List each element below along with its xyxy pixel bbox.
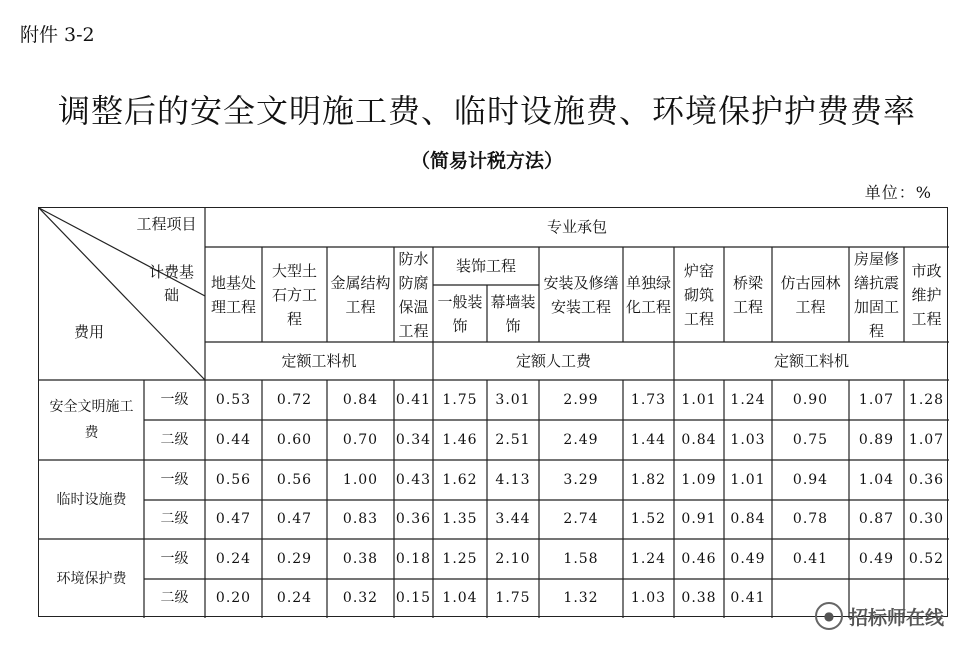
rate-value: 1.58 — [563, 550, 599, 567]
rate-value: 4.13 — [495, 471, 531, 488]
fee-label: 临时设施费 — [56, 491, 127, 508]
rate-value: 1.25 — [442, 550, 478, 567]
rate-value: 0.41 — [792, 550, 829, 567]
rate-value: 0.52 — [908, 550, 945, 567]
fee-label: 安全文明施工费 — [49, 399, 134, 441]
rate-value: 0.90 — [792, 391, 829, 408]
watermark-text: 招标师在线 — [848, 606, 944, 629]
fee-label: 环境保护费 — [56, 570, 127, 587]
rate-value: 0.24 — [215, 550, 252, 567]
column-header: 地基处理工程 — [210, 273, 256, 316]
rate-value: 0.75 — [792, 431, 829, 448]
rate-value: 1.24 — [630, 550, 667, 567]
column-header: 桥梁工程 — [732, 273, 763, 316]
rate-value: 2.51 — [495, 431, 531, 448]
rate-value: 0.36 — [908, 471, 945, 488]
column-header: 幕墙装饰 — [490, 292, 536, 335]
rate-value: 0.34 — [395, 431, 432, 448]
rate-value: 3.44 — [495, 511, 531, 527]
header-decoration-group: 装饰工程 — [455, 256, 516, 275]
rate-value: 0.36 — [395, 511, 432, 527]
level-label: 一级 — [160, 471, 189, 488]
rate-value: 3.01 — [495, 391, 531, 408]
rate-value: 1.73 — [630, 391, 667, 408]
rate-value: 0.91 — [681, 511, 717, 527]
rate-value: 0.38 — [681, 590, 717, 606]
rate-value: 0.49 — [858, 550, 895, 567]
header-item-label: 工程项目 — [136, 214, 197, 233]
page-title: 调整后的安全文明施工费、临时设施费、环境保护护费费率 — [57, 92, 916, 130]
rate-value: 0.83 — [342, 511, 379, 527]
rate-value: 1.07 — [858, 391, 895, 408]
rate-value: 0.84 — [342, 391, 379, 408]
rate-value: 1.75 — [495, 590, 531, 606]
rate-value: 0.20 — [215, 590, 252, 606]
rate-value: 0.56 — [215, 471, 252, 488]
rate-value: 1.62 — [442, 471, 478, 488]
rate-value: 0.49 — [730, 550, 766, 567]
level-label: 二级 — [160, 590, 189, 606]
rate-value: 1.46 — [442, 431, 478, 448]
rate-value: 1.44 — [630, 431, 667, 448]
rate-value: 0.84 — [730, 511, 766, 527]
rate-value: 0.30 — [908, 511, 945, 527]
watermark — [815, 602, 944, 630]
base-label: 定额工料机 — [773, 351, 849, 370]
rate-value: 0.56 — [276, 471, 313, 488]
rate-value: 2.74 — [563, 511, 599, 527]
rate-value: 1.28 — [908, 391, 945, 408]
rate-value: 1.01 — [681, 391, 717, 408]
rate-value: 1.35 — [442, 511, 478, 527]
header-fee-label: 费用 — [73, 322, 104, 341]
header-group: 专业承包 — [546, 218, 607, 236]
header-base-label: 计费基础 — [148, 263, 194, 304]
rate-value: 0.24 — [276, 590, 313, 606]
rate-value: 0.60 — [276, 431, 313, 448]
rate-value: 1.00 — [342, 471, 379, 488]
column-header: 安装及修缮安装工程 — [543, 273, 619, 316]
rate-value: 1.03 — [630, 590, 667, 606]
base-label: 定额工料机 — [281, 351, 357, 370]
column-header: 一般装饰 — [437, 292, 483, 335]
rate-value: 0.47 — [276, 511, 313, 527]
rate-value: 0.38 — [342, 550, 379, 567]
rate-value: 0.29 — [276, 550, 313, 567]
attachment-label: 附件 3-2 — [20, 24, 95, 46]
rate-value: 1.09 — [681, 471, 717, 488]
rate-value: 0.41 — [730, 590, 766, 606]
rate-value: 0.44 — [215, 431, 252, 448]
base-label: 定额人工费 — [515, 351, 591, 370]
level-label: 一级 — [160, 391, 189, 408]
rate-value: 2.49 — [563, 431, 599, 448]
rate-value: 0.47 — [215, 511, 252, 527]
rate-value: 1.04 — [858, 471, 895, 488]
rate-value: 0.18 — [395, 550, 432, 567]
rate-value: 0.41 — [395, 391, 432, 408]
column-header: 防水防腐保温工程 — [398, 249, 429, 340]
level-label: 二级 — [160, 511, 189, 527]
rate-value: 0.46 — [681, 550, 717, 567]
rate-value: 1.04 — [442, 590, 478, 606]
column-header: 仿古园林工程 — [780, 273, 841, 316]
rate-value: 0.15 — [395, 590, 432, 606]
rate-value: 0.78 — [792, 511, 829, 527]
page-subtitle: （简易计税方法） — [410, 150, 563, 172]
rate-value: 1.32 — [563, 590, 599, 606]
column-header: 市政维护工程 — [911, 261, 942, 328]
rate-value: 0.43 — [395, 471, 432, 488]
column-header: 金属结构工程 — [330, 273, 391, 316]
column-header: 房屋修缮抗震加固工程 — [853, 249, 899, 340]
rate-value: 1.75 — [442, 391, 478, 408]
rate-value: 1.03 — [730, 431, 766, 448]
rate-table — [38, 207, 948, 617]
rate-value: 2.10 — [495, 550, 531, 567]
rate-value: 1.01 — [730, 471, 766, 488]
column-header: 大型土石方工程 — [271, 261, 317, 328]
rate-value: 1.82 — [630, 471, 667, 488]
level-label: 二级 — [160, 431, 189, 448]
column-header: 单独绿化工程 — [626, 273, 672, 316]
rate-value: 2.99 — [563, 391, 599, 408]
rate-value: 0.53 — [215, 391, 252, 408]
rate-value: 1.52 — [630, 511, 667, 527]
column-header: 炉窑砌筑工程 — [683, 261, 714, 328]
rate-value: 0.84 — [681, 431, 717, 448]
unit-label: 单位：% — [864, 183, 932, 202]
rate-value: 0.72 — [276, 391, 313, 408]
rate-value: 0.87 — [858, 511, 895, 527]
level-label: 一级 — [160, 550, 189, 567]
rate-value: 3.29 — [563, 471, 599, 488]
rate-value: 1.24 — [730, 391, 766, 408]
rate-value: 1.07 — [908, 431, 945, 448]
rate-value: 0.32 — [342, 590, 379, 606]
wechat-icon: ● — [815, 602, 843, 630]
rate-value: 0.70 — [342, 431, 379, 448]
rate-value: 0.89 — [858, 431, 895, 448]
rate-value: 0.94 — [792, 471, 829, 488]
